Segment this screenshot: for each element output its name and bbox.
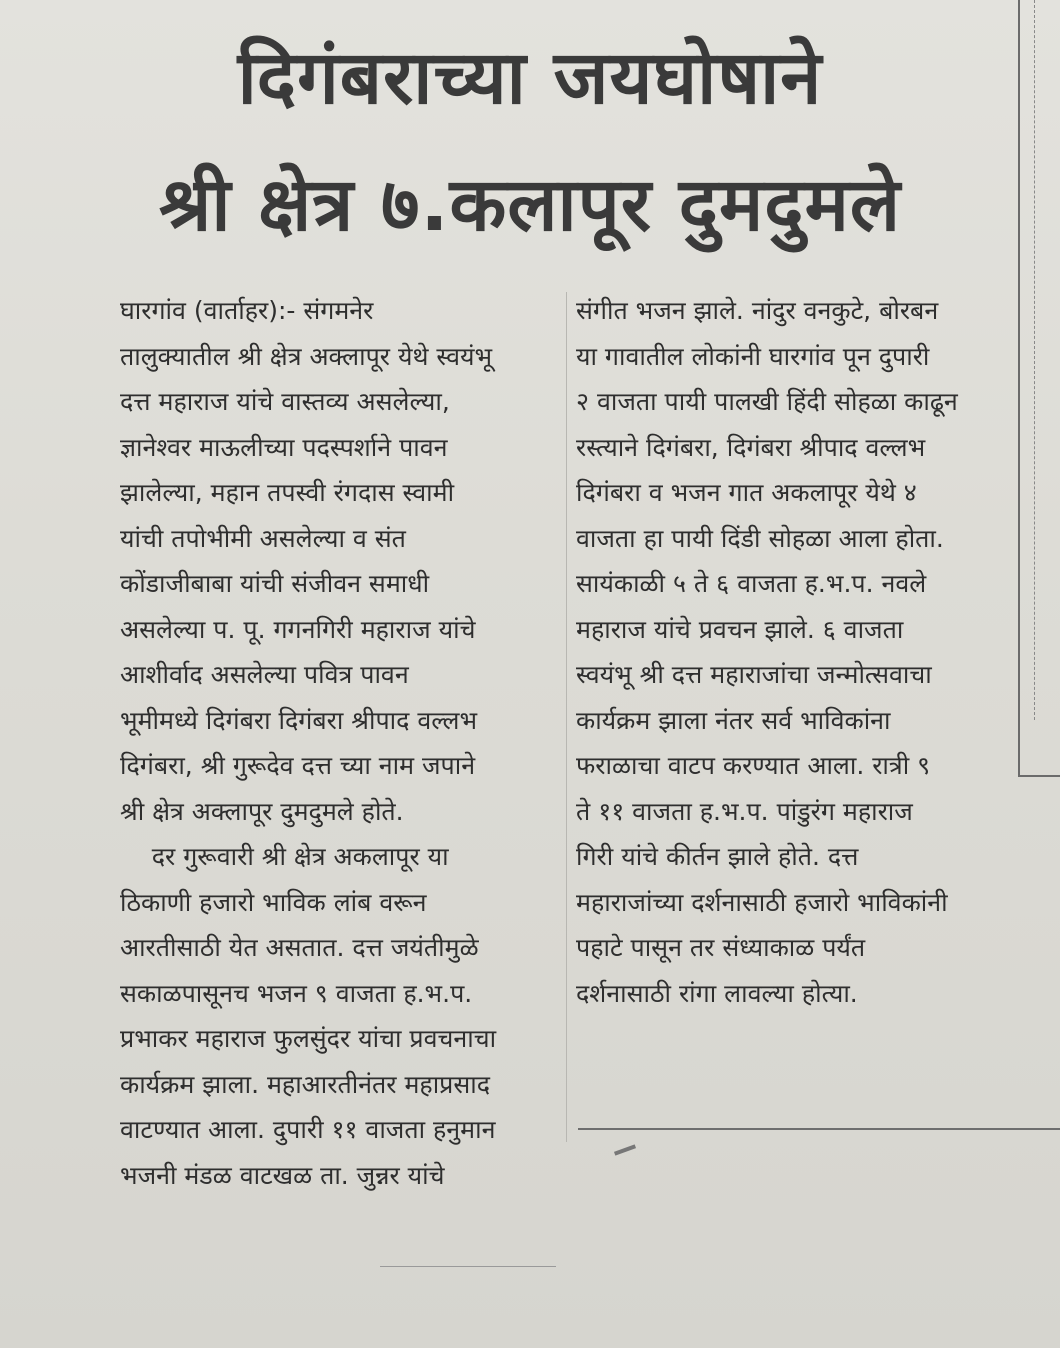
text-line: दिगंबरा व भजन गात अकलापूर येथे ४ [576,478,917,507]
text-line: कार्यक्रम झाला नंतर सर्व भाविकांना [576,705,891,735]
article-column-left [120,288,560,1198]
text-line: झालेल्या, महान तपस्वी रंगदास स्वामी [120,478,455,507]
text-line: तालुक्यातील श्री क्षेत्र अक्लापूर येथे स्वयंभू [120,341,493,371]
text-line: प्रभाकर महाराज फुलसुंदर यांचा प्रवचनाचा [120,1024,497,1053]
text-line: असलेल्या प. पू. गगनगिरी महाराज यांचे [120,614,476,644]
column-divider [566,292,567,1142]
text-line: यांची तपोभीमी असलेल्या व संत [120,523,406,553]
text-line: ठिकाणी हजारो भाविक लांब वरून [120,887,427,917]
text-line: दर्शनासाठी रांगा लावल्या होत्या. [576,978,858,1008]
text-line: कोंडाजीबाबा यांची संजीवन समाधी [120,569,430,598]
text-line: आरतीसाठी येत असतात. दत्त जयंतीमुळे [120,933,479,962]
text-line: गिरी यांचे कीर्तन झाले होते. दत्त [576,842,859,871]
text-line: दर गुरूवारी श्री क्षेत्र अकलापूर या [120,842,449,871]
adjacent-column-rule [1034,0,1035,720]
text-line: कार्यक्रम झाला. महाआरतीनंतर महाप्रसाद [120,1069,491,1099]
text-line: ज्ञानेश्वर माऊलीच्या पदस्पर्शाने पावन [120,432,448,462]
text-line: दिगंबरा, श्री गुरूदेव दत्त च्या नाम जपाने [120,751,476,780]
text-line: महाराज यांचे प्रवचन झाले. ६ वाजता [576,614,904,644]
text-line: भूमीमध्ये दिगंबरा दिगंबरा श्रीपाद वल्लभ [120,705,478,735]
article-end-rule [578,1128,1060,1130]
headline-line-2: श्री क्षेत्र ७.कलापूर दुमदुमले [158,162,902,248]
text-line: या गावातील लोकांनी घारगांव पून दुपारी [576,341,930,371]
adjacent-column-border [1018,0,1060,777]
text-line: स्वयंभू श्री दत्त महाराजांचा जन्मोत्सवाचा [576,660,932,689]
text-line: भजनी मंडळ वाटखळ ता. जुन्नर यांचे [120,1160,445,1190]
text-line: ते ११ वाजता ह.भ.प. पांडुरंग महाराज [576,796,913,826]
text-line: २ वाजता पायी पालखी हिंदी सोहळा काढून [576,387,958,416]
text-line: फराळाचा वाटप करण्यात आला. रात्री ९ [576,751,931,780]
headline-line-1: दिगंबराच्या जयघोषाने [237,35,823,121]
text-line: श्री क्षेत्र अक्लापूर दुमदुमले होते. [120,796,404,826]
text-line: घारगांव (वार्ताहर):- संगमनेर [120,296,374,325]
text-line: सकाळपासूनच भजन ९ वाजता ह.भ.प. [120,978,473,1008]
text-line: सायंकाळी ५ ते ६ वाजता ह.भ.प. नवले [576,569,927,598]
text-line: रस्त्याने दिगंबरा, दिगंबरा श्रीपाद वल्लभ [576,432,926,462]
text-line: वाटण्यात आला. दुपारी ११ वाजता हनुमान [120,1115,496,1144]
text-line: वाजता हा पायी दिंडी सोहळा आला होता. [576,523,944,553]
end-mark [614,1144,636,1155]
text-line: महाराजांच्या दर्शनासाठी हजारो भाविकांनी [576,887,948,917]
text-line: संगीत भजन झाले. नांदुर वनकुटे, बोरबन [576,296,939,325]
text-line: आशीर्वाद असलेल्या पवित्र पावन [120,660,409,689]
bottom-rule [380,1266,556,1267]
article-column-right [576,288,1016,1016]
text-line: दत्त महाराज यांचे वास्तव्य असलेल्या, [120,387,450,416]
text-line: पहाटे पासून तर संध्याकाळ पर्यंत [576,933,866,962]
